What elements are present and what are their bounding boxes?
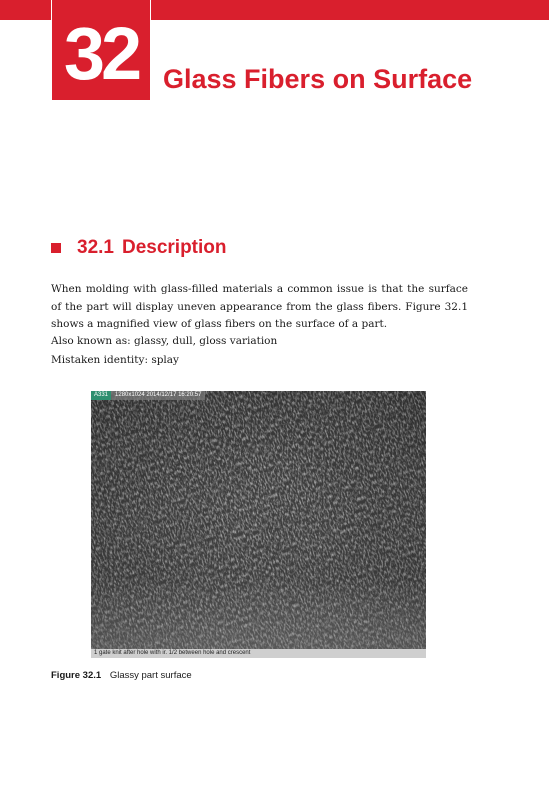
figure-caption-text: Glassy part surface [109, 670, 192, 681]
section-marker-square [51, 243, 61, 253]
also-known-as-text: Also known as: glassy, dull, gloss variation [51, 335, 278, 347]
section-title: Description [121, 237, 227, 258]
image-info-bar [91, 391, 205, 400]
glassy-surface-photo [91, 391, 426, 658]
image-tag: A331 [91, 391, 111, 400]
chapter-title: Glass Fibers on Surface [163, 64, 473, 94]
chapter-number-box [51, 0, 151, 100]
image-note-bar: 1 gate knit after hole with ir. 1/2 between hole and crescent [91, 649, 426, 658]
section-number: 32.1 [77, 237, 114, 258]
figure-caption [51, 669, 192, 683]
mistaken-identity-text: Mistaken identity: splay [51, 354, 179, 366]
chapter-number: 32 [63, 12, 139, 95]
description-paragraph: When molding with glass-filled materials a common issue is that the surface of the part will display uneven appearance from the glass fibers. Figure 32.1 shows a magnified view of glass fibers on the surface of a part. [51, 283, 468, 330]
figure-image [91, 391, 426, 658]
section-heading [51, 236, 227, 260]
figure-caption-label: Figure 32.1 [51, 670, 102, 681]
image-metadata: 1280x1024 2014/12/17 16:20:57 [111, 391, 205, 400]
